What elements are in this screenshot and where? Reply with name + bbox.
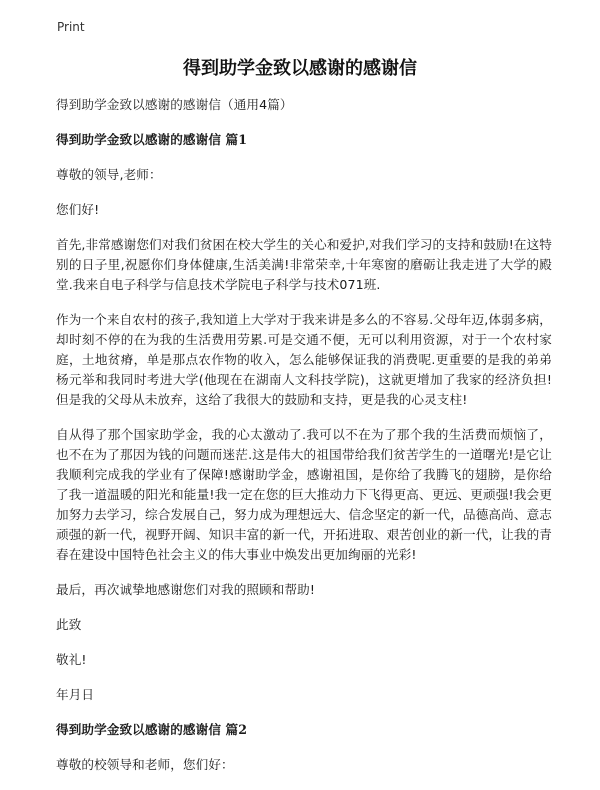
paragraph-4: 最后，再次诚挚地感谢您们对我的照顾和帮助! <box>56 582 316 597</box>
greeting-line: 您们好! <box>56 202 100 217</box>
section-heading-1: 得到助学金致以感谢的感谢信 篇1 <box>56 132 248 147</box>
paragraph-1: 首先,非常感谢您们对我们贫困在校大学生的关心和爱护,对我们学习的支持和鼓励!在这特别的日子里,祝愿你们身体健康,生活美满!非常荣幸,十年寒窗的磨砺让我走进了大学的殿堂.我来自电子科学与信息技术学院电子科学与技术071班. <box>56 237 552 292</box>
document-title: 得到助学金致以感谢的感谢信 <box>183 58 417 79</box>
closing-line-1: 此致 <box>56 617 82 632</box>
closing-line-2: 敬礼! <box>56 652 87 667</box>
print-label: Print <box>57 20 85 34</box>
salutation-2: 尊敬的校领导和老师，您们好： <box>56 757 234 772</box>
document-subtitle: 得到助学金致以感谢的感谢信（通用4篇） <box>56 97 293 112</box>
document-body <box>56 95 552 790</box>
paragraph-2: 作为一个来自农村的孩子,我知道上大学对于我来讲是多么的不容易.父母年迈,体弱多病，却时刻不停的在为我的生活费用劳累.可是交通不便，无可以利用资源，对于一个农村家庭，土地贫瘠，单是那点农作物的收入，怎么能够保证我的消费呢.更重要的是我的弟弟杨元举和我同时考进大学(他现在在湖南人文科技学院)，这就更增加了我家的经济负担!但是我的父母从未放弃，这给了我很大的鼓励和支持，更是我的心灵支柱! <box>56 312 552 407</box>
salutation: 尊敬的领导,老师： <box>56 167 162 182</box>
paragraph-3: 自从得了那个国家助学金，我的心太激动了.我可以不在为了那个我的生活费而烦恼了，也不在为了那因为钱的问题而迷茫.这是伟大的祖国带给我们贫苦学生的一道曙光!是它让我顺利完成我的学业有了保障!感谢助学金，感谢祖国，是你给了我腾飞的翅膀，是你给了我一道温暖的阳光和能量!我一定在您的巨大推动力下飞得更高、更远、更顽强!我会更加努力去学习，综合发展自己，努力成为理想远大、信念坚定的新一代，品德高尚、意志顽强的新一代，视野开阔、知识丰富的新一代，开拓进取、艰苦创业的新一代，让我的青春在建设中国特色社会主义的伟大事业中焕发出更加绚丽的光彩! <box>56 427 552 562</box>
date-line: 年月日 <box>56 687 95 702</box>
section-heading-2: 得到助学金致以感谢的感谢信 篇2 <box>56 722 248 737</box>
